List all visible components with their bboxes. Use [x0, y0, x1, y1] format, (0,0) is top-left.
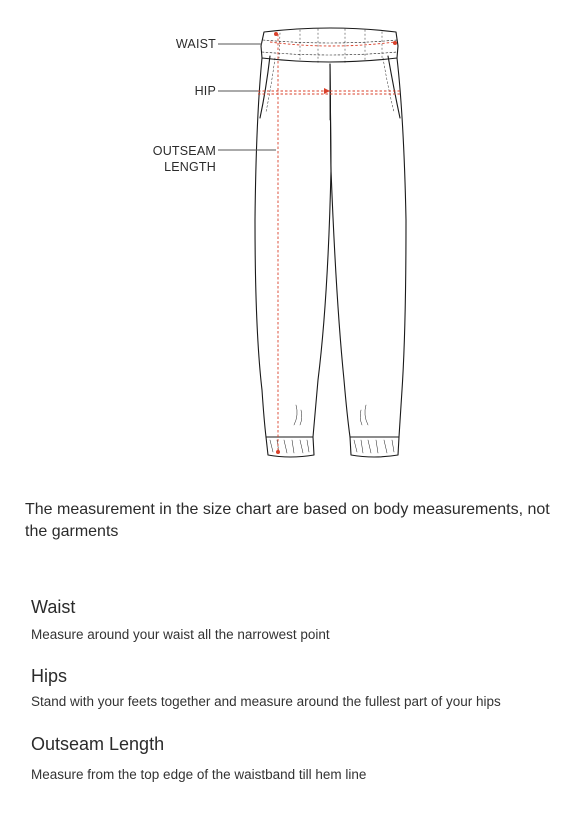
- outseam-section-description: Measure from the top edge of the waistband till hem line: [31, 767, 367, 782]
- waist-section-title: Waist: [31, 597, 76, 617]
- left-inseam: [313, 64, 331, 437]
- waistband: [261, 28, 398, 62]
- waist-marker-right: [393, 41, 397, 45]
- right-leg-outer: [397, 58, 406, 437]
- outseam-callout-line2: LENGTH: [164, 160, 216, 174]
- leader-lines: [218, 44, 276, 150]
- waist-marker-left: [274, 32, 278, 36]
- waist-measure-line: [270, 42, 395, 46]
- hips-section-title: Hips: [31, 666, 68, 686]
- hips-section-description: Stand with your feets together and measure around the fullest part of your hips: [31, 694, 501, 709]
- right-inseam: [330, 64, 350, 437]
- outseam-callout-line1: OUTSEAM: [152, 144, 216, 158]
- waist-section-description: Measure around your waist all the narrowest point: [31, 627, 330, 642]
- waist-callout: WAIST: [175, 37, 216, 51]
- hip-callout: HIP: [194, 84, 216, 98]
- outseam-marker-bottom: [276, 450, 280, 454]
- right-cuff: [350, 437, 399, 457]
- measurement-note: The measurement in the size chart are based on body measurements, not the garments: [25, 501, 550, 540]
- hip-marker-arrow: [324, 88, 330, 94]
- outseam-callout: [120, 143, 216, 175]
- outseam-section-title: Outseam Length: [31, 734, 165, 754]
